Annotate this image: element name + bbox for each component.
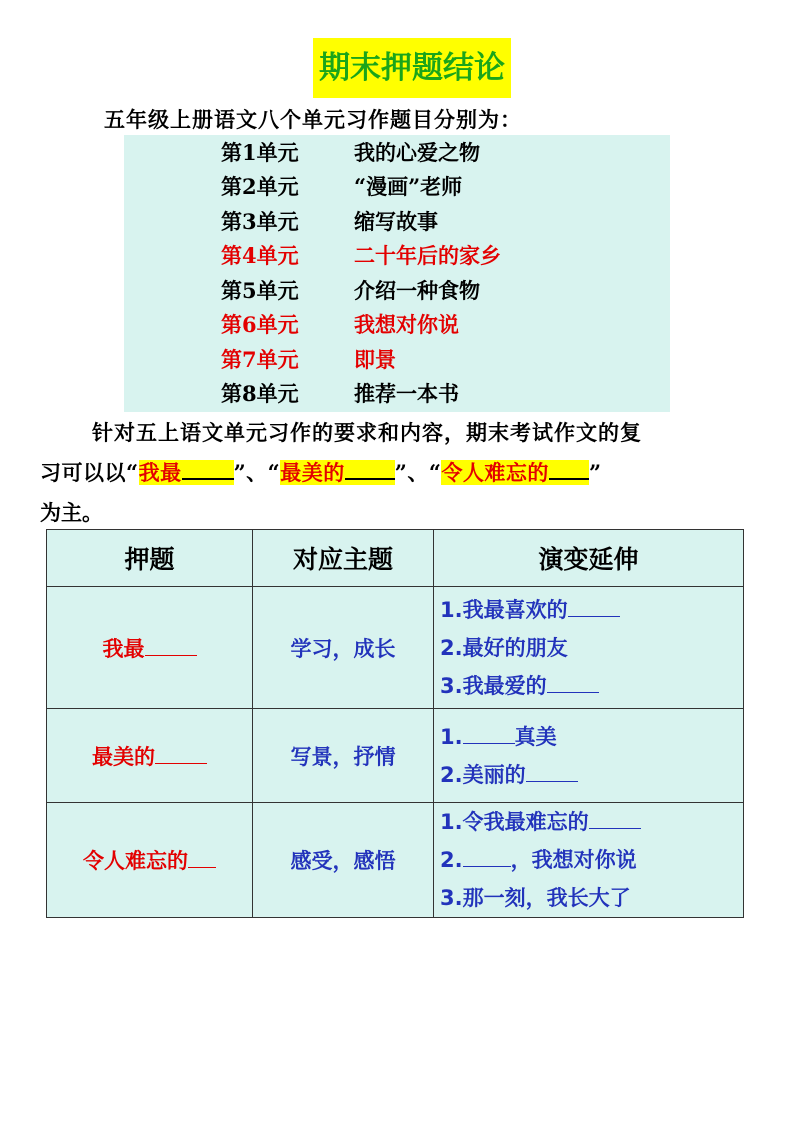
table-row [47, 587, 744, 709]
theme-cell: 感受，感悟 [253, 803, 434, 918]
extension-text: ，我想对你说 [510, 848, 637, 872]
blank-line [182, 456, 234, 480]
keyword-text: 令人难忘的 [441, 460, 549, 485]
summary-paragraph [40, 413, 770, 533]
unit-item [221, 377, 459, 411]
extension-item [440, 629, 743, 667]
prediction-table [46, 529, 744, 918]
blank-line [188, 847, 216, 868]
extension-text: 3.我最爱的 [440, 673, 547, 698]
extension-item [440, 841, 743, 879]
paragraph-line: 为主。 [40, 500, 103, 525]
table-row [47, 803, 744, 918]
unit-topic: 缩写故事 [354, 209, 438, 234]
unit-item [221, 308, 459, 342]
keyword-text: 最美的 [280, 460, 345, 485]
blank-line [549, 456, 589, 480]
extension-cell [434, 803, 744, 918]
unit-number: 第4单元 [221, 243, 299, 268]
blank-line [589, 808, 641, 829]
unit-topic: 即景 [354, 347, 396, 372]
blank-line [463, 846, 511, 867]
unit-topic: 二十年后的家乡 [354, 243, 501, 268]
paragraph-line [40, 453, 770, 493]
header-prediction: 押题 [47, 530, 253, 587]
blank-line [145, 635, 197, 656]
extension-item [440, 803, 743, 841]
extension-item [440, 667, 743, 705]
unit-topic: 推荐一本书 [354, 381, 459, 406]
prediction-text: 我最 [102, 636, 145, 661]
extension-cell [434, 709, 744, 803]
paragraph-text: ” [588, 460, 602, 485]
unit-topic: 我的心爱之物 [354, 140, 480, 165]
intro-text: 五年级上册语文八个单元习作题目分别为： [104, 107, 522, 132]
extension-item [440, 718, 743, 756]
unit-item [221, 170, 462, 204]
blank-line [463, 723, 515, 744]
blank-line [526, 761, 578, 782]
paragraph-text: ”、“ [394, 460, 442, 485]
extension-text: 2.最好的朋友 [440, 635, 568, 660]
extension-cell [434, 587, 744, 709]
prediction-cell [47, 709, 253, 803]
header-theme: 对应主题 [253, 530, 434, 587]
unit-number: 第1单元 [221, 140, 299, 165]
extension-text: 1.我最喜欢的 [440, 597, 568, 622]
extension-text: 1.令我最难忘的 [440, 810, 589, 834]
extension-item [440, 879, 743, 917]
unit-item [221, 343, 396, 377]
unit-number: 第5单元 [221, 278, 299, 303]
unit-item [221, 274, 480, 308]
extension-text: 1. [440, 724, 463, 749]
extension-item [440, 591, 743, 629]
highlight-keyword [280, 460, 395, 485]
extension-text: 2.美丽的 [440, 762, 526, 787]
unit-number: 第7单元 [221, 347, 299, 372]
extension-text: 真美 [514, 724, 557, 749]
table-row [47, 709, 744, 803]
paragraph-text: 习可以以“ [40, 460, 139, 485]
unit-item [221, 239, 501, 273]
unit-number: 第8单元 [221, 381, 299, 406]
blank-line [345, 456, 395, 480]
theme-cell: 写景，抒情 [253, 709, 434, 803]
extension-text: 2. [440, 848, 463, 872]
blank-line [568, 596, 620, 617]
blank-line [547, 672, 599, 693]
unit-number: 第6单元 [221, 312, 299, 337]
unit-number: 第2单元 [221, 174, 299, 199]
prediction-cell [47, 803, 253, 918]
unit-number: 第3单元 [221, 209, 299, 234]
highlight-keyword [441, 460, 589, 485]
highlight-keyword [139, 460, 234, 485]
prediction-cell [47, 587, 253, 709]
paragraph-text: ”、“ [233, 460, 281, 485]
page-title: 期末押题结论 [313, 38, 511, 98]
extension-text: 3.那一刻，我长大了 [440, 886, 631, 910]
blank-line [155, 743, 207, 764]
prediction-text: 令人难忘的 [83, 849, 188, 873]
extension-item [440, 756, 743, 794]
unit-topic: “漫画”老师 [354, 174, 463, 199]
unit-item [221, 136, 480, 170]
unit-topic: 我想对你说 [354, 312, 459, 337]
unit-item [221, 205, 438, 239]
prediction-text: 最美的 [92, 744, 155, 769]
table-header-row [47, 530, 744, 587]
header-extension: 演变延伸 [434, 530, 744, 587]
keyword-text: 我最 [138, 460, 182, 485]
theme-cell: 学习，成长 [253, 587, 434, 709]
paragraph-line: 针对五上语文单元习作的要求和内容，期末考试作文的复 [92, 420, 642, 445]
unit-topic: 介绍一种食物 [354, 278, 480, 303]
